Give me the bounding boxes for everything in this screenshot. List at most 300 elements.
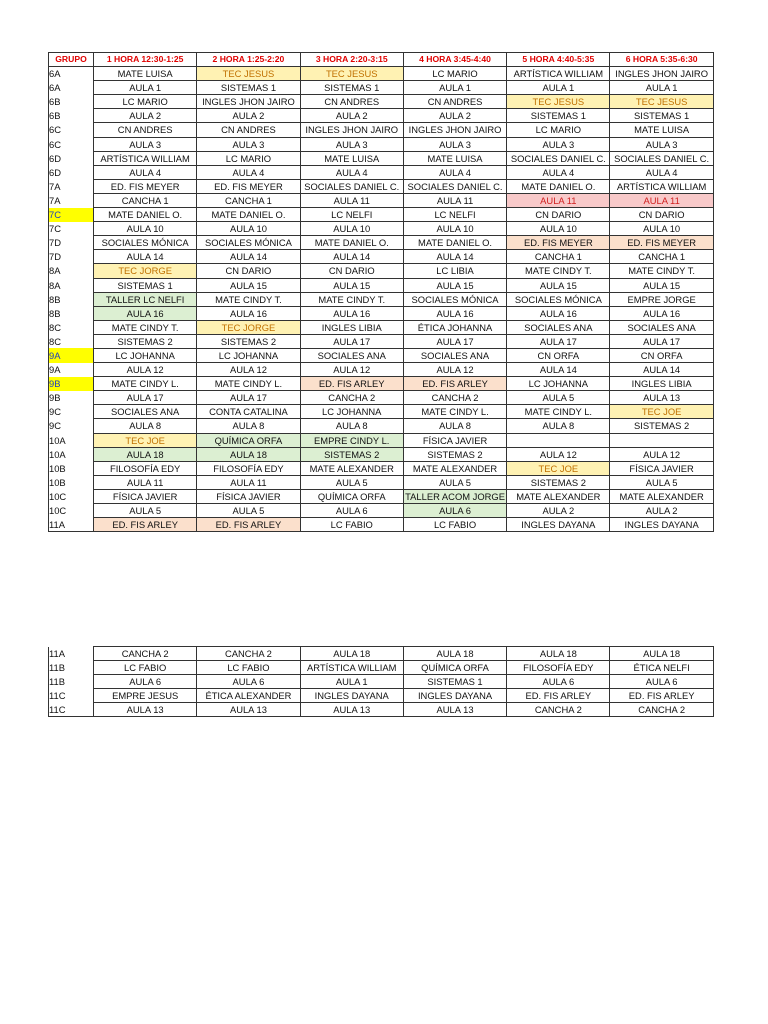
schedule-cell: LC FABIO: [403, 518, 506, 532]
schedule-cell: FÍSICA JAVIER: [94, 489, 197, 503]
schedule-cell: TEC JESUS: [300, 67, 403, 81]
schedule-cell: MATE DANIEL O.: [403, 236, 506, 250]
schedule-cell: TEC JESUS: [610, 95, 713, 109]
schedule-cell: AULA 15: [403, 278, 506, 292]
schedule-cell: AULA 11: [197, 475, 300, 489]
schedule-cell: AULA 14: [300, 250, 403, 264]
schedule-cell: AULA 4: [300, 165, 403, 179]
table-row: [49, 123, 714, 137]
schedule-cell: AULA 8: [300, 419, 403, 433]
schedule-cell: AULA 17: [94, 391, 197, 405]
group-cell: 6C: [49, 137, 94, 151]
schedule-cell: AULA 4: [610, 165, 713, 179]
schedule-cell: AULA 18: [197, 447, 300, 461]
schedule-cell: AULA 3: [403, 137, 506, 151]
schedule-cell: ÉTICA ALEXANDER: [197, 689, 300, 703]
schedule-cell: AULA 18: [507, 647, 610, 661]
schedule-cell: AULA 11: [403, 193, 506, 207]
header-hour-3: 3 HORA 2:20-3:15: [300, 53, 403, 67]
schedule-body-main: [49, 67, 714, 532]
schedule-cell: SOCIALES DANIEL C.: [403, 179, 506, 193]
schedule-cell: AULA 8: [403, 419, 506, 433]
schedule-cell: ED. FIS ARLEY: [507, 689, 610, 703]
schedule-cell: CANCHA 2: [403, 391, 506, 405]
schedule-cell: LC JOHANNA: [94, 348, 197, 362]
schedule-cell: AULA 11: [94, 475, 197, 489]
schedule-cell: AULA 11: [610, 193, 713, 207]
schedule-cell: AULA 12: [403, 363, 506, 377]
schedule-cell: INGLES LIBIA: [610, 377, 713, 391]
schedule-cell: AULA 2: [610, 504, 713, 518]
schedule-cell: MATE CINDY T.: [610, 264, 713, 278]
schedule-cell: CN ANDRES: [197, 123, 300, 137]
schedule-cell: ÉTICA JOHANNA: [403, 320, 506, 334]
schedule-cell: AULA 8: [94, 419, 197, 433]
group-cell: 7D: [49, 236, 94, 250]
schedule-cell: SISTEMAS 1: [403, 675, 506, 689]
schedule-cell: AULA 10: [610, 222, 713, 236]
schedule-cell: ÉTICA NELFI: [610, 661, 713, 675]
schedule-cell: SOCIALES ANA: [403, 348, 506, 362]
schedule-body-continued: [49, 647, 714, 717]
schedule-cell: AULA 8: [507, 419, 610, 433]
schedule-cell: LC LIBIA: [403, 264, 506, 278]
schedule-cell: INGLES JHON JAIRO: [403, 123, 506, 137]
schedule-cell: AULA 6: [403, 504, 506, 518]
schedule-cell: AULA 17: [197, 391, 300, 405]
group-cell: 9B: [49, 391, 94, 405]
group-cell: 6B: [49, 109, 94, 123]
schedule-cell: ARTÍSTICA WILLIAM: [94, 151, 197, 165]
schedule-cell: AULA 13: [300, 703, 403, 717]
table-row: [49, 306, 714, 320]
schedule-cell: LC FABIO: [197, 661, 300, 675]
schedule-cell: AULA 5: [507, 391, 610, 405]
schedule-cell: SISTEMAS 1: [507, 109, 610, 123]
schedule-cell: CN DARIO: [507, 208, 610, 222]
schedule-cell: AULA 2: [403, 109, 506, 123]
schedule-cell: EMPRE JORGE: [610, 292, 713, 306]
schedule-cell: LC NELFI: [403, 208, 506, 222]
group-cell: 9C: [49, 419, 94, 433]
schedule-cell: AULA 4: [403, 165, 506, 179]
schedule-cell: EMPRE JESUS: [94, 689, 197, 703]
schedule-cell: ED. FIS MEYER: [94, 179, 197, 193]
header-group: GRUPO: [49, 53, 94, 67]
table-row: [49, 137, 714, 151]
schedule-cell: AULA 18: [300, 647, 403, 661]
schedule-cell: CN ANDRES: [94, 123, 197, 137]
group-cell: 7D: [49, 250, 94, 264]
schedule-cell: AULA 1: [300, 675, 403, 689]
group-cell: 9B: [49, 377, 94, 391]
schedule-cell: MATE CINDY L.: [94, 377, 197, 391]
table-row: [49, 433, 714, 447]
schedule-cell: MATE CINDY L.: [197, 377, 300, 391]
table-row: [49, 81, 714, 95]
table-row: [49, 109, 714, 123]
table-row: [49, 236, 714, 250]
schedule-cell: TEC JORGE: [197, 320, 300, 334]
schedule-cell: AULA 10: [197, 222, 300, 236]
group-cell: 11A: [49, 518, 94, 532]
schedule-cell: AULA 5: [610, 475, 713, 489]
schedule-cell: SISTEMAS 1: [610, 109, 713, 123]
schedule-cell: SISTEMAS 2: [94, 334, 197, 348]
schedule-cell: AULA 12: [610, 447, 713, 461]
group-cell: 9A: [49, 348, 94, 362]
group-cell: 10B: [49, 475, 94, 489]
schedule-cell: AULA 13: [403, 703, 506, 717]
schedule-cell: AULA 3: [94, 137, 197, 151]
header-hour-4: 4 HORA 3:45-4:40: [403, 53, 506, 67]
schedule-cell: AULA 15: [197, 278, 300, 292]
schedule-cell: CANCHA 1: [94, 193, 197, 207]
schedule-cell: [507, 433, 610, 447]
schedule-cell: SOCIALES MÓNICA: [403, 292, 506, 306]
schedule-cell: AULA 16: [610, 306, 713, 320]
schedule-cell: AULA 14: [610, 363, 713, 377]
table-row: [49, 151, 714, 165]
group-cell: 6B: [49, 95, 94, 109]
table-row: [49, 179, 714, 193]
schedule-cell: CANCHA 2: [94, 647, 197, 661]
schedule-cell: CANCHA 1: [610, 250, 713, 264]
table-row: [49, 292, 714, 306]
group-cell: 6A: [49, 67, 94, 81]
schedule-cell: LC FABIO: [94, 661, 197, 675]
schedule-cell: MATE CINDY T.: [300, 292, 403, 306]
schedule-cell: LC JOHANNA: [507, 377, 610, 391]
table-row: [49, 363, 714, 377]
schedule-cell: AULA 14: [403, 250, 506, 264]
schedule-cell: AULA 18: [403, 647, 506, 661]
schedule-cell: LC MARIO: [507, 123, 610, 137]
schedule-cell: AULA 6: [300, 504, 403, 518]
header-hour-1: 1 HORA 12:30-1:25: [94, 53, 197, 67]
schedule-cell: INGLES DAYANA: [610, 518, 713, 532]
schedule-cell: AULA 6: [507, 675, 610, 689]
schedule-cell: FÍSICA JAVIER: [610, 461, 713, 475]
schedule-cell: MATE LUISA: [610, 123, 713, 137]
group-cell: 11A: [49, 647, 94, 661]
schedule-cell: MATE DANIEL O.: [197, 208, 300, 222]
schedule-cell: AULA 15: [610, 278, 713, 292]
schedule-cell: TEC JOE: [610, 405, 713, 419]
schedule-cell: MATE ALEXANDER: [507, 489, 610, 503]
table-row: [49, 193, 714, 207]
schedule-cell: AULA 4: [197, 165, 300, 179]
schedule-cell: AULA 8: [197, 419, 300, 433]
group-cell: 11B: [49, 661, 94, 675]
schedule-cell: MATE DANIEL O.: [94, 208, 197, 222]
schedule-cell: LC MARIO: [94, 95, 197, 109]
schedule-cell: CONTA CATALINA: [197, 405, 300, 419]
schedule-cell: CANCHA 2: [610, 703, 713, 717]
schedule-cell: AULA 18: [94, 447, 197, 461]
schedule-cell: CANCHA 1: [507, 250, 610, 264]
schedule-cell: AULA 12: [300, 363, 403, 377]
table-row: [49, 661, 714, 675]
schedule-cell: AULA 16: [507, 306, 610, 320]
schedule-cell: AULA 2: [94, 109, 197, 123]
group-cell: 8B: [49, 292, 94, 306]
schedule-cell: AULA 12: [197, 363, 300, 377]
schedule-cell: ED. FIS MEYER: [507, 236, 610, 250]
schedule-cell: INGLES JHON JAIRO: [300, 123, 403, 137]
schedule-cell: AULA 1: [507, 81, 610, 95]
schedule-cell: CN DARIO: [197, 264, 300, 278]
schedule-cell: AULA 2: [507, 504, 610, 518]
schedule-cell: TALLER LC NELFI: [94, 292, 197, 306]
schedule-cell: QUÍMICA ORFA: [300, 489, 403, 503]
table-row: [49, 222, 714, 236]
schedule-cell: EMPRE CINDY L.: [300, 433, 403, 447]
group-cell: 7C: [49, 222, 94, 236]
schedule-cell: AULA 16: [197, 306, 300, 320]
schedule-cell: AULA 17: [403, 334, 506, 348]
schedule-cell: AULA 11: [300, 193, 403, 207]
schedule-cell: SISTEMAS 1: [300, 81, 403, 95]
schedule-cell: AULA 15: [300, 278, 403, 292]
schedule-cell: SOCIALES MÓNICA: [197, 236, 300, 250]
schedule-cell: AULA 14: [197, 250, 300, 264]
schedule-cell: AULA 10: [403, 222, 506, 236]
schedule-cell: AULA 1: [610, 81, 713, 95]
schedule-cell: SISTEMAS 2: [197, 334, 300, 348]
table-row: [49, 165, 714, 179]
schedule-cell: CN DARIO: [610, 208, 713, 222]
schedule-cell: AULA 17: [610, 334, 713, 348]
header-hour-5: 5 HORA 4:40-5:35: [507, 53, 610, 67]
schedule-cell: ARTÍSTICA WILLIAM: [507, 67, 610, 81]
schedule-cell: SISTEMAS 2: [300, 447, 403, 461]
schedule-cell: SOCIALES DANIEL C.: [507, 151, 610, 165]
schedule-cell: AULA 15: [507, 278, 610, 292]
schedule-cell: AULA 12: [94, 363, 197, 377]
group-cell: 8A: [49, 278, 94, 292]
group-cell: 7A: [49, 179, 94, 193]
schedule-cell: CANCHA 2: [197, 647, 300, 661]
group-cell: 6C: [49, 123, 94, 137]
schedule-cell: AULA 2: [197, 109, 300, 123]
table-row: [49, 489, 714, 503]
schedule-cell: AULA 2: [300, 109, 403, 123]
schedule-cell: AULA 17: [507, 334, 610, 348]
group-cell: 11C: [49, 689, 94, 703]
schedule-cell: AULA 4: [94, 165, 197, 179]
table-row: [49, 461, 714, 475]
table-row: [49, 320, 714, 334]
schedule-cell: SOCIALES DANIEL C.: [610, 151, 713, 165]
group-cell: 8B: [49, 306, 94, 320]
schedule-cell: LC JOHANNA: [300, 405, 403, 419]
schedule-cell: AULA 5: [300, 475, 403, 489]
schedule-cell: AULA 1: [94, 81, 197, 95]
group-cell: 6A: [49, 81, 94, 95]
schedule-cell: SOCIALES DANIEL C.: [300, 179, 403, 193]
schedule-cell: TEC JOE: [94, 433, 197, 447]
schedule-cell: ED. FIS ARLEY: [610, 689, 713, 703]
schedule-cell: SOCIALES MÓNICA: [94, 236, 197, 250]
schedule-cell: AULA 18: [610, 647, 713, 661]
schedule-cell: CN ORFA: [507, 348, 610, 362]
group-cell: 8C: [49, 320, 94, 334]
schedule-cell: ARTÍSTICA WILLIAM: [300, 661, 403, 675]
schedule-cell: AULA 10: [94, 222, 197, 236]
schedule-cell: CN ORFA: [610, 348, 713, 362]
schedule-cell: FÍSICA JAVIER: [403, 433, 506, 447]
schedule-cell: TALLER ACOM JORGE: [405, 490, 505, 502]
schedule-cell: LC JOHANNA: [197, 348, 300, 362]
schedule-cell: FILOSOFÍA EDY: [94, 461, 197, 475]
schedule-cell: SOCIALES ANA: [94, 405, 197, 419]
schedule-cell: AULA 13: [94, 703, 197, 717]
schedule-cell: AULA 13: [197, 703, 300, 717]
group-cell: 10A: [49, 433, 94, 447]
table-row: [49, 689, 714, 703]
schedule-cell: ED. FIS ARLEY: [300, 377, 403, 391]
schedule-cell: MATE CINDY L.: [403, 405, 506, 419]
schedule-table-continued: [48, 646, 714, 717]
schedule-cell: AULA 16: [300, 306, 403, 320]
schedule-cell: SISTEMAS 2: [403, 447, 506, 461]
schedule-cell: MATE CINDY L.: [507, 405, 610, 419]
schedule-cell: ARTÍSTICA WILLIAM: [610, 179, 713, 193]
schedule-cell: CN ANDRES: [403, 95, 506, 109]
schedule-cell: AULA 3: [300, 137, 403, 151]
schedule-cell: CN ANDRES: [300, 95, 403, 109]
schedule-cell: CN DARIO: [300, 264, 403, 278]
schedule-cell: CANCHA 2: [507, 703, 610, 717]
schedule-cell: MATE CINDY T.: [197, 292, 300, 306]
table-row: [49, 348, 714, 362]
header-row: [49, 53, 714, 67]
schedule-cell: AULA 4: [507, 165, 610, 179]
schedule-cell: ED. FIS ARLEY: [94, 518, 197, 532]
header-hour-6: 6 HORA 5:35-6:30: [610, 53, 713, 67]
table-row: [49, 250, 714, 264]
group-cell: 6D: [49, 151, 94, 165]
schedule-cell: AULA 17: [300, 334, 403, 348]
schedule-cell: AULA 14: [94, 250, 197, 264]
group-cell: 10C: [49, 504, 94, 518]
table-row: [49, 264, 714, 278]
table-row: [49, 675, 714, 689]
schedule-cell: AULA 5: [94, 504, 197, 518]
group-cell: 7C: [49, 208, 94, 222]
schedule-cell: LC NELFI: [300, 208, 403, 222]
schedule-cell: AULA 16: [94, 306, 197, 320]
schedule-cell: CANCHA 1: [197, 193, 300, 207]
schedule-cell: LC MARIO: [403, 67, 506, 81]
schedule-cell: AULA 3: [197, 137, 300, 151]
schedule-cell: MATE LUISA: [300, 151, 403, 165]
schedule-cell: AULA 12: [507, 447, 610, 461]
table-row: [49, 419, 714, 433]
schedule-cell: AULA 5: [403, 475, 506, 489]
schedule-cell: AULA 11: [507, 193, 610, 207]
schedule-cell: AULA 10: [507, 222, 610, 236]
group-cell: 10C: [49, 489, 94, 503]
schedule-cell: AULA 6: [94, 675, 197, 689]
table-row: [49, 518, 714, 532]
table-row: [49, 447, 714, 461]
schedule-cell: SOCIALES MÓNICA: [507, 292, 610, 306]
schedule-cell: LC FABIO: [300, 518, 403, 532]
schedule-cell: INGLES JHON JAIRO: [197, 95, 300, 109]
schedule-cell: QUÍMICA ORFA: [197, 433, 300, 447]
group-cell: 10A: [49, 447, 94, 461]
schedule-cell: SOCIALES ANA: [507, 320, 610, 334]
schedule-cell: AULA 6: [610, 675, 713, 689]
schedule-cell: MATE DANIEL O.: [300, 236, 403, 250]
schedule-cell: LC MARIO: [197, 151, 300, 165]
schedule-cell: AULA 14: [507, 363, 610, 377]
schedule-cell: MATE ALEXANDER: [403, 461, 506, 475]
schedule-cell: TEC JESUS: [197, 67, 300, 81]
schedule-cell: AULA 3: [610, 137, 713, 151]
group-cell: 11B: [49, 675, 94, 689]
schedule-cell: SISTEMAS 1: [197, 81, 300, 95]
table-row: [49, 391, 714, 405]
schedule-cell: ED. FIS MEYER: [197, 179, 300, 193]
schedule-cell: AULA 6: [197, 675, 300, 689]
schedule-cell: FILOSOFÍA EDY: [507, 661, 610, 675]
schedule-cell: MATE LUISA: [403, 151, 506, 165]
group-cell: 11C: [49, 703, 94, 717]
schedule-cell: TEC JOE: [507, 461, 610, 475]
schedule-cell: MATE ALEXANDER: [610, 489, 713, 503]
schedule-cell: INGLES LIBIA: [300, 320, 403, 334]
group-cell: 9C: [49, 405, 94, 419]
schedule-cell: MATE CINDY T.: [507, 264, 610, 278]
group-cell: 8C: [49, 334, 94, 348]
schedule-cell: AULA 13: [610, 391, 713, 405]
table-row: [49, 504, 714, 518]
table-row: [49, 703, 714, 717]
table-row: [49, 67, 714, 81]
group-cell: 7A: [49, 193, 94, 207]
table-row: [49, 334, 714, 348]
schedule-cell: INGLES JHON JAIRO: [610, 67, 713, 81]
schedule-cell: MATE DANIEL O.: [507, 179, 610, 193]
schedule-cell: MATE LUISA: [94, 67, 197, 81]
schedule-cell: SISTEMAS 1: [94, 278, 197, 292]
schedule-cell: QUÍMICA ORFA: [403, 661, 506, 675]
table-row: [49, 208, 714, 222]
group-cell: 8A: [49, 264, 94, 278]
schedule-cell: TEC JESUS: [507, 95, 610, 109]
schedule-cell: FÍSICA JAVIER: [197, 489, 300, 503]
table-row: [49, 95, 714, 109]
table-row: [49, 377, 714, 391]
group-cell: 9A: [49, 363, 94, 377]
schedule-cell: AULA 1: [403, 81, 506, 95]
header-hour-2: 2 HORA 1:25-2:20: [197, 53, 300, 67]
schedule-cell: SOCIALES ANA: [300, 348, 403, 362]
schedule-cell: TEC JORGE: [94, 264, 197, 278]
schedule-cell: AULA 10: [300, 222, 403, 236]
schedule-cell: SISTEMAS 2: [507, 475, 610, 489]
table-row: [49, 647, 714, 661]
group-cell: 6D: [49, 165, 94, 179]
schedule-cell: INGLES DAYANA: [403, 689, 506, 703]
schedule-cell: AULA 3: [507, 137, 610, 151]
schedule-cell: AULA 16: [403, 306, 506, 320]
schedule-cell: AULA 5: [197, 504, 300, 518]
schedule-cell: MATE CINDY T.: [94, 320, 197, 334]
